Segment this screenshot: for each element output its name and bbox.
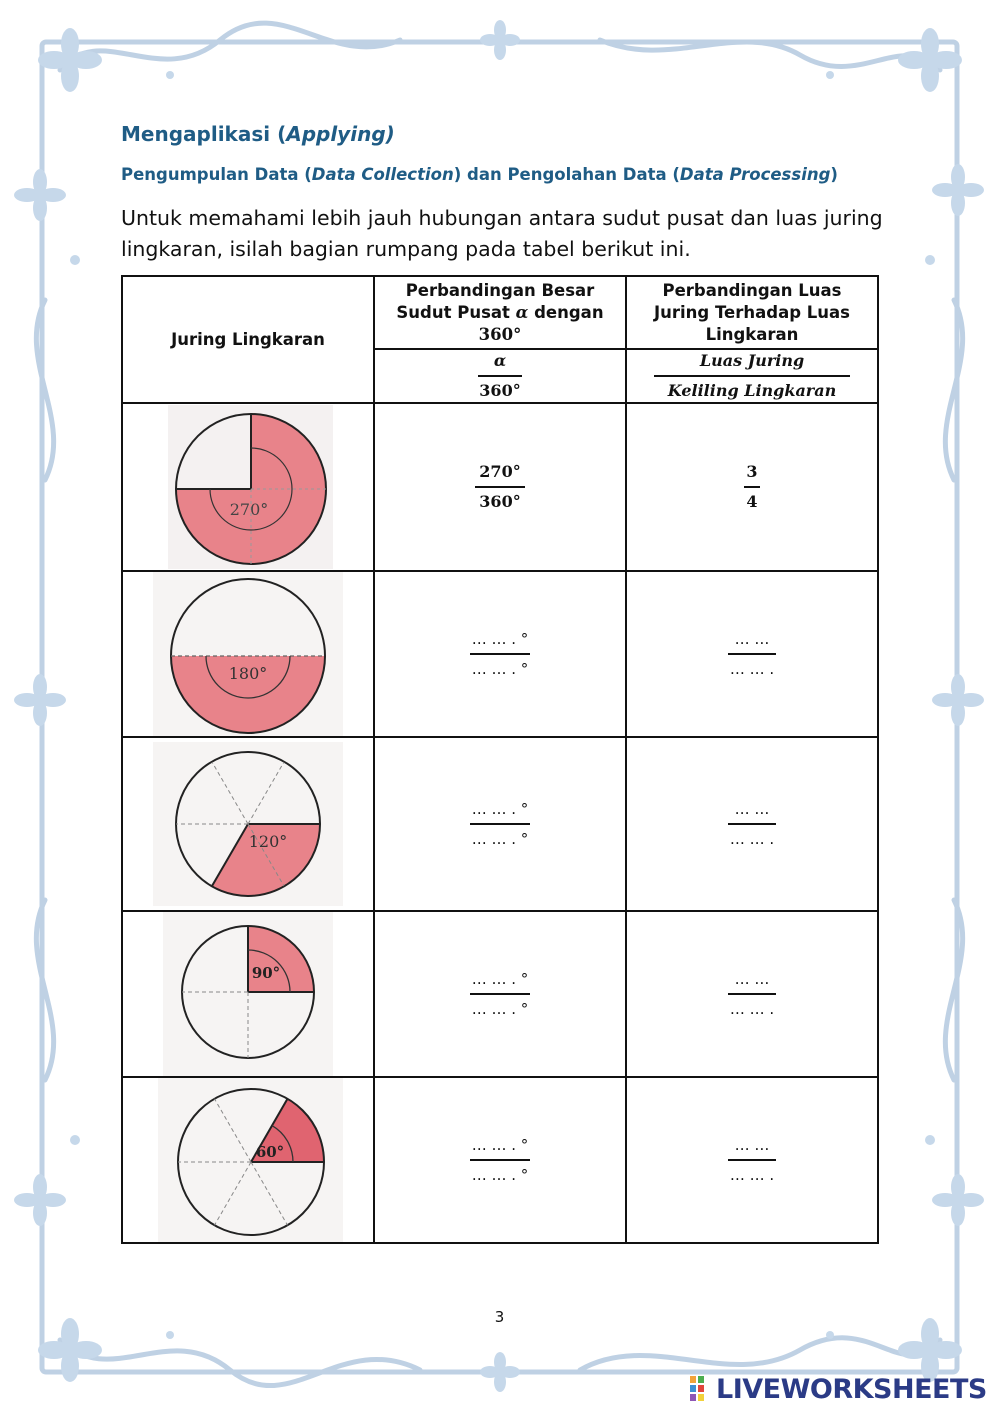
ratio-numerator-blank[interactable]: … … . ° xyxy=(471,630,529,648)
col3-formula-den: Keliling Lingkaran xyxy=(667,381,837,400)
area-ratio-cell xyxy=(626,403,878,571)
fraction-bar xyxy=(728,1159,776,1161)
sector-image-90 xyxy=(122,911,374,1077)
fraction-bar xyxy=(470,1159,530,1161)
area-numerator-blank[interactable]: … … xyxy=(734,970,770,988)
col2-formula-num: α xyxy=(493,351,507,370)
col2-header-line3: 360° xyxy=(478,324,522,344)
table-row xyxy=(122,737,878,911)
area-numerator: 3 xyxy=(746,462,758,481)
table-row xyxy=(122,403,878,571)
angle-ratio-fraction[interactable] xyxy=(470,628,530,680)
sector-image-60 xyxy=(122,1077,374,1243)
subheading-part-3: ) xyxy=(830,165,838,184)
fraction-bar xyxy=(744,486,760,488)
col-header-sector-label: Juring Lingkaran xyxy=(171,329,325,349)
angle-ratio-fraction[interactable] xyxy=(470,968,530,1020)
sector-image-180 xyxy=(122,571,374,737)
fraction-bar xyxy=(728,993,776,995)
angle-ratio-fraction xyxy=(475,461,525,513)
col3-formula xyxy=(626,349,878,403)
brand-name: LIVEWORKSHEETS xyxy=(716,1373,987,1405)
ratio-denominator-blank[interactable]: … … . ° xyxy=(471,1166,529,1184)
area-numerator-blank[interactable]: … … xyxy=(734,800,770,818)
fraction-bar xyxy=(470,993,530,995)
angle-label: 180° xyxy=(228,664,268,683)
instruction-paragraph: Untuk memahami lebih jauh hubungan antara sudut pusat dan luas juring lingkaran, isilah bagian rumpang pada tabel berikut ini. xyxy=(121,206,883,261)
area-ratio-cell xyxy=(626,571,878,737)
col3-header-line3: Lingkaran xyxy=(705,324,799,344)
heading-italic-text: Applying) xyxy=(286,122,395,146)
fraction-bar xyxy=(654,375,850,377)
ratio-denominator-blank[interactable]: … … . ° xyxy=(471,660,529,678)
col2-formula-fraction xyxy=(478,350,522,402)
table-row xyxy=(122,571,878,737)
ratio-numerator-blank[interactable]: … … . ° xyxy=(471,800,529,818)
ratio-denominator-blank[interactable]: … … . ° xyxy=(471,1000,529,1018)
col3-formula-fraction xyxy=(654,350,850,402)
subheading-italic-1: Data Collection xyxy=(311,165,454,184)
section-subheading xyxy=(121,165,838,184)
angle-ratio-cell xyxy=(374,571,626,737)
area-numerator-blank[interactable]: … … xyxy=(734,630,770,648)
area-denominator-blank[interactable]: … … . xyxy=(729,660,775,678)
area-ratio-fraction xyxy=(744,461,760,513)
ratio-numerator-blank[interactable]: … … . ° xyxy=(471,1136,529,1154)
ratio-numerator: 270° xyxy=(479,462,521,481)
angle-label: 270° xyxy=(229,500,269,519)
angle-ratio-cell xyxy=(374,737,626,911)
area-denominator-blank[interactable]: … … . xyxy=(729,1166,775,1184)
angle-label: 90° xyxy=(251,964,281,982)
subheading-italic-2: Data Processing xyxy=(679,165,831,184)
col2-header-alpha: α xyxy=(515,302,529,322)
angle-ratio-fraction[interactable] xyxy=(470,798,530,850)
area-ratio-cell xyxy=(626,737,878,911)
col-header-sector xyxy=(122,276,374,403)
area-denominator-blank[interactable]: … … . xyxy=(729,1000,775,1018)
sector-diagram-60 xyxy=(123,1078,373,1242)
fraction-bar xyxy=(728,653,776,655)
col3-header-line2: Juring Terhadap Luas xyxy=(654,302,850,322)
area-ratio-fraction[interactable] xyxy=(728,968,776,1020)
fraction-bar xyxy=(475,486,525,488)
angle-ratio-fraction[interactable] xyxy=(470,1134,530,1186)
col-header-angle-ratio xyxy=(374,276,626,349)
heading-text: Mengaplikasi ( xyxy=(121,122,287,146)
col2-header-line2 xyxy=(375,302,625,324)
area-ratio-cell xyxy=(626,1077,878,1243)
table-row xyxy=(122,1077,878,1243)
fraction-bar xyxy=(478,375,522,377)
col2-header-line2-b: dengan xyxy=(534,302,604,322)
subheading-part-2: ) dan Pengolahan Data ( xyxy=(453,165,680,184)
section-heading xyxy=(121,122,395,146)
brand-logo[interactable] xyxy=(690,1371,987,1407)
sector-diagram-120 xyxy=(123,742,373,906)
angle-ratio-cell xyxy=(374,403,626,571)
ratio-denominator: 360° xyxy=(479,492,521,511)
area-ratio-cell xyxy=(626,911,878,1077)
sector-diagram-270 xyxy=(123,405,373,569)
col2-header-line1: Perbandingan Besar xyxy=(405,280,595,300)
subheading-part-1: Pengumpulan Data ( xyxy=(121,165,312,184)
ratio-denominator-blank[interactable]: … … . ° xyxy=(471,830,529,848)
angle-label: 120° xyxy=(248,832,288,851)
col2-formula xyxy=(374,349,626,403)
area-ratio-fraction[interactable] xyxy=(728,1134,776,1186)
sector-image-120 xyxy=(122,737,374,911)
sector-table xyxy=(121,275,879,1244)
ratio-numerator-blank[interactable]: … … . ° xyxy=(471,970,529,988)
area-denominator-blank[interactable]: … … . xyxy=(729,830,775,848)
table-header-row xyxy=(122,276,878,349)
col3-formula-num: Luas Juring xyxy=(699,351,805,370)
page-number: 3 xyxy=(494,1308,505,1326)
fraction-bar xyxy=(470,653,530,655)
area-ratio-fraction[interactable] xyxy=(728,798,776,850)
col-header-area-ratio xyxy=(626,276,878,349)
angle-ratio-cell xyxy=(374,911,626,1077)
sector-image-270 xyxy=(122,403,374,571)
area-ratio-fraction[interactable] xyxy=(728,628,776,680)
angle-label: 60° xyxy=(255,1143,285,1161)
area-denominator: 4 xyxy=(746,492,758,511)
sector-diagram-180 xyxy=(123,572,373,736)
angle-ratio-cell xyxy=(374,1077,626,1243)
liveworksheets-logo-icon xyxy=(690,1376,712,1402)
sector-diagram-90 xyxy=(123,912,373,1076)
fraction-bar xyxy=(470,823,530,825)
col2-formula-den: 360° xyxy=(479,381,521,400)
col3-header-line1: Perbandingan Luas xyxy=(662,280,842,300)
col2-header-line2-a: Sudut Pusat xyxy=(396,302,510,322)
table-row xyxy=(122,911,878,1077)
area-numerator-blank[interactable]: … … xyxy=(734,1136,770,1154)
fraction-bar xyxy=(728,823,776,825)
